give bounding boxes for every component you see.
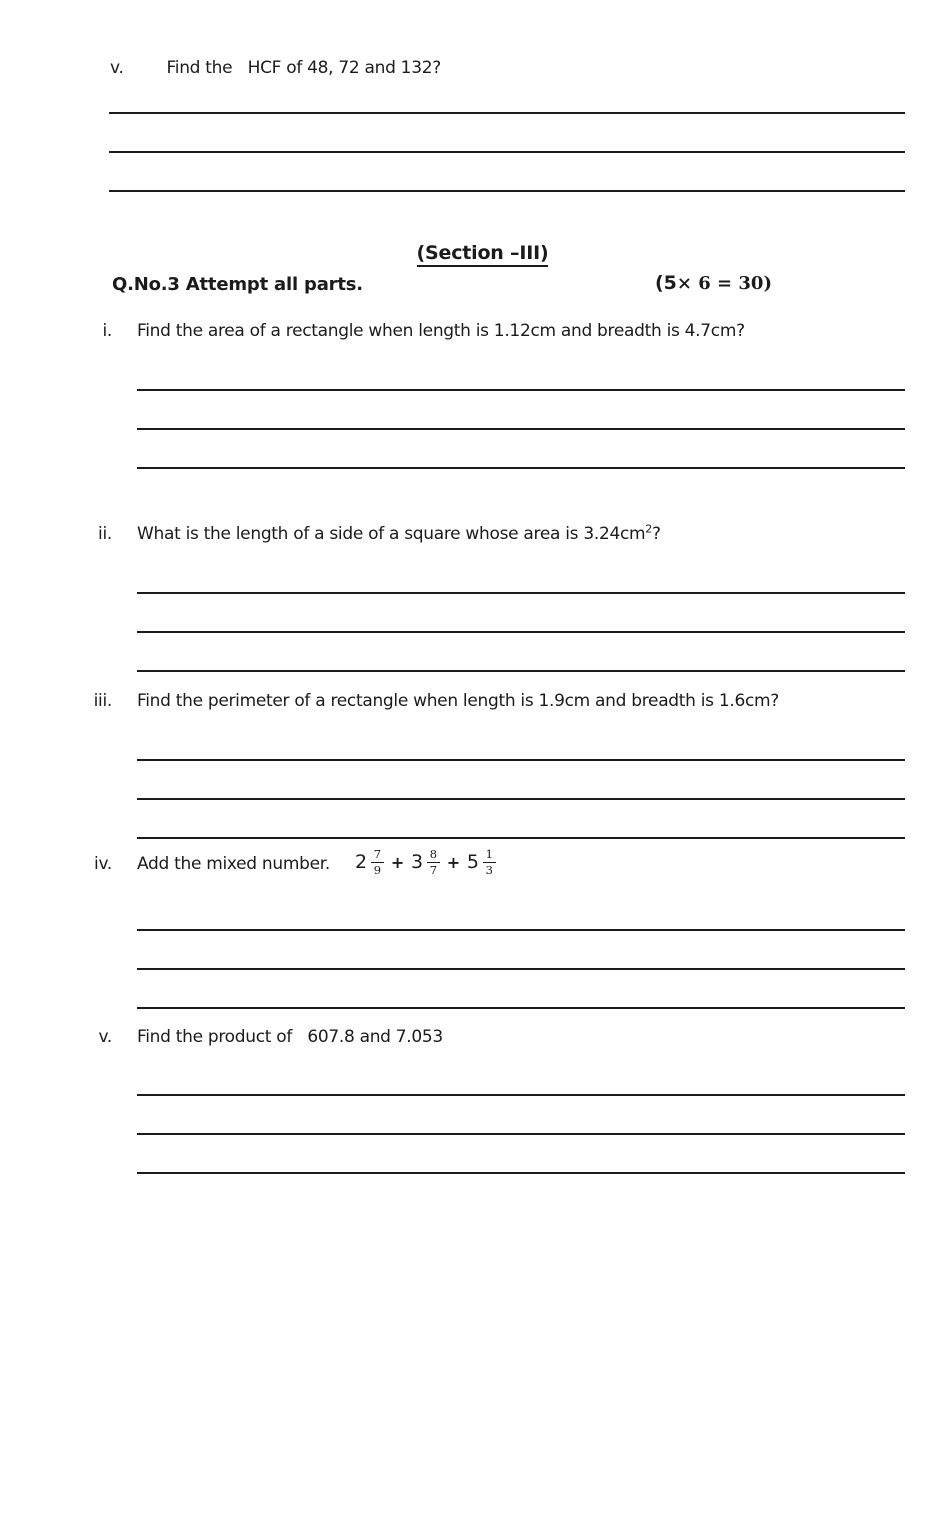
section-marks	[655, 272, 772, 294]
answer-line	[137, 929, 905, 931]
fraction	[427, 848, 440, 877]
question-numeral: i.	[102, 321, 112, 341]
answer-line	[137, 1172, 905, 1174]
whole-number: 5	[466, 850, 479, 873]
answer-line	[109, 190, 905, 192]
answer-line	[137, 1094, 905, 1096]
question-numeral: v.	[98, 1027, 112, 1047]
answer-lines-hcf	[109, 112, 905, 229]
question-numeral: iii.	[93, 691, 112, 711]
question-i-row	[60, 320, 745, 343]
answer-line	[137, 631, 905, 633]
answer-line	[137, 389, 905, 391]
question-numeral: iv.	[94, 854, 112, 874]
answer-lines-v	[137, 1094, 905, 1211]
section-header	[0, 242, 933, 267]
fraction	[371, 848, 384, 877]
question-text: Find the product of 607.8 and 7.053	[137, 1027, 443, 1047]
fraction-numerator: 1	[483, 848, 496, 863]
question-ii-row	[60, 523, 661, 546]
fraction-numerator: 7	[371, 848, 384, 863]
question-text-tail: ?	[651, 524, 661, 544]
answer-line	[137, 798, 905, 800]
marks-prefix: (5	[655, 272, 677, 294]
mixed-number-expression	[355, 848, 496, 877]
section-instruction: Q.No.3 Attempt all parts.	[112, 274, 363, 295]
answer-line	[137, 670, 905, 672]
plus-operator: +	[446, 852, 460, 872]
question-numeral: ii.	[98, 524, 112, 544]
plus-operator: +	[390, 852, 404, 872]
answer-line	[137, 837, 905, 839]
question-iii-row	[60, 690, 779, 713]
fraction-denominator: 7	[429, 863, 437, 878]
fraction-denominator: 9	[373, 863, 381, 878]
answer-line	[137, 592, 905, 594]
fraction-numerator: 8	[427, 848, 440, 863]
question-v-row	[60, 1026, 443, 1049]
question-iv-row	[60, 847, 496, 878]
section-title: (Section –III)	[417, 242, 549, 267]
question-text: Find the area of a rectangle when length is 1.12cm and breadth is 4.7cm?	[137, 321, 745, 341]
whole-number: 2	[355, 850, 367, 873]
answer-line	[109, 151, 905, 153]
question-numeral: v.	[110, 58, 124, 78]
answer-line	[137, 467, 905, 469]
answer-line	[137, 759, 905, 761]
superscript: 2	[645, 522, 652, 536]
question-text: Find the HCF of 48, 72 and 132?	[166, 58, 441, 78]
answer-lines-i	[137, 389, 905, 506]
marks-formula: × 6 = 30)	[676, 273, 772, 294]
answer-line	[109, 112, 905, 114]
answer-line	[137, 1133, 905, 1135]
whole-number: 3	[410, 850, 423, 873]
answer-line	[137, 428, 905, 430]
question-text: Add the mixed number.	[137, 854, 330, 874]
question-text	[137, 523, 661, 546]
fraction-denominator: 3	[485, 863, 493, 878]
question-hcf-row	[110, 57, 441, 80]
fraction	[483, 848, 496, 877]
answer-line	[137, 1007, 905, 1009]
answer-line	[137, 968, 905, 970]
question-text-main: What is the length of a side of a square whose area is 3.24cm	[137, 524, 646, 544]
question-text: Find the perimeter of a rectangle when length is 1.9cm and breadth is 1.6cm?	[137, 691, 779, 711]
